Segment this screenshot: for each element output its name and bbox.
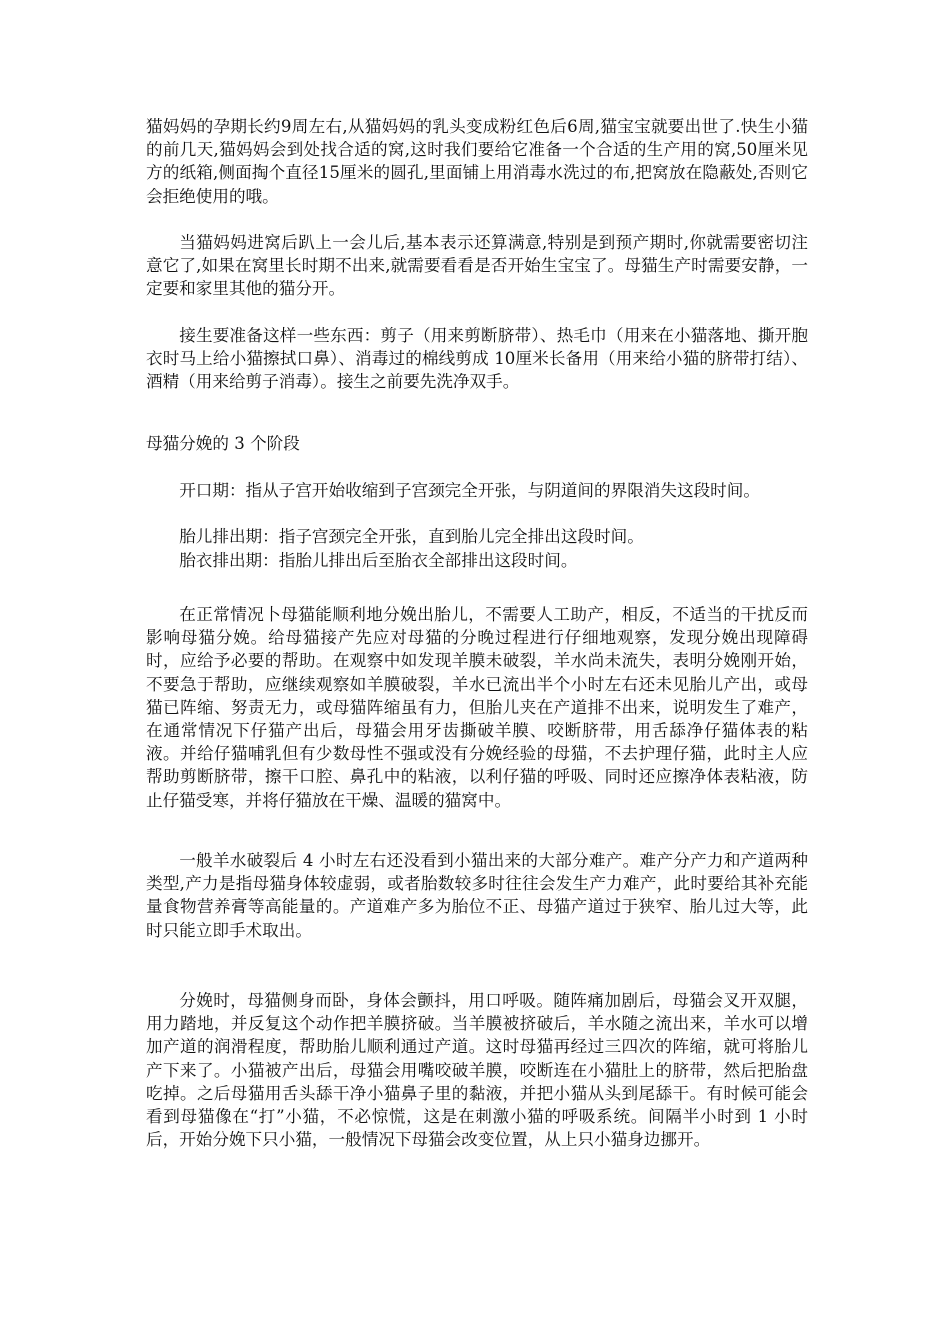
section-heading-three-stages: 母猫分娩的 3 个阶段 <box>146 434 300 453</box>
paragraph-birth-process: 分娩时，母猫侧身而卧，身体会颤抖，用口呼吸。随阵痛加剧后，母猫会叉开双腿，用力踏地，并反复这个动作把羊膜挤破。当羊膜被挤破后，羊水随之流出来，羊水可以增加产道的润滑程度，帮助胎儿顺利通过产道。这时母猫再经过三四次的阵缩，就可将胎儿产下来了。小猫被产出后，母猫会用嘴咬破羊膜，咬断连在小猫肚上的脐带，然后把胎盘吃掉。之后母猫用舌头舔干净小猫鼻子里的黏液，并把小猫从头到尾舔干。有时候可能会看到母猫像在“打”小猫，不必惊慌，这是在刺激小猫的呼吸系统。间隔半小时到 1 小时后，开始分娩下只小猫，一般情况下母猫会改变位置，从上只小猫身边挪开。 <box>146 991 808 1150</box>
paragraph-delivery-supplies: 接生要准备这样一些东西：剪子（用来剪断脐带）、热毛巾（用来在小猫落地、撕开胞衣时马上给小猫擦拭口鼻）、消毒过的棉线剪成 10厘米长备用（用来给小猫的脐带打结）、酒精（用来给剪子消毒）。接生之前要先洗净双手。 <box>146 326 808 392</box>
paragraph-normal-delivery: 在正常情况卜母猫能顺利地分娩出胎儿，不需要人工助产，相反，不适当的干扰反而影响母猫分娩。给母猫接产先应对母猫的分晚过程进行仔细地观察，发现分娩出现障碍时，应给予必要的帮助。在观察中如发现羊膜未破裂，羊水尚未流失，表明分娩刚开始，不要急于帮助，应继续观察如羊膜破裂，羊水已流出半个小时左右还未见胎儿产出，或母猫已阵缩、努责无力，或母猫阵缩虽有力，但胎儿夹在产道排不出来，说明发生了难产，在通常情况下仔猫产出后，母猫会用牙齿撕破羊膜、咬断脐带，用舌舔净仔猫体表的粘液。并给仔猫哺乳但有少数母性不强或没有分娩经验的母猫，不去护理仔猫，此时主人应帮助剪断脐带，擦干口腔、鼻孔中的粘液，以利仔猫的呼吸、同时还应擦净体表粘液，防止仔猫受寒，并将仔猫放在干燥、温暖的猫窝中。 <box>146 605 808 810</box>
stage-opening-period: 开口期：指从子宫开始收缩到子宫颈完全开张，与阴道间的界限消失这段时间。 <box>179 481 760 500</box>
stage-fetus-expulsion: 胎儿排出期：指子宫颈完全开张，直到胎儿完全排出这段时间。 <box>179 527 644 546</box>
paragraph-dystocia: 一般羊水破裂后 4 小时左右还没看到小猫出来的大部分难产。难产分产力和产道两种类型,产力是指母猫身体较虚弱，或者胎数较多时往往会发生产力难产，此时要给其补充能量食物营养膏等高能量的。产道难产多为胎位不正、母猫产道过于狭窄、胎儿过大等，此时只能立即手术取出。 <box>146 851 808 940</box>
paragraph-pregnancy-period: 猫妈妈的孕期长约9周左右,从猫妈妈的乳头变成粉红色后6周,猫宝宝就要出世了.快生小猫的前几天,猫妈妈会到处找合适的窝,这时我们要给它准备一个合适的生产用的窝,50厘米见方的纸箱,侧面掏个直径15厘米的圆孔,里面铺上用消毒水洗过的布,把窝放在隐蔽处,否则它会拒绝使用的哦。 <box>146 117 808 206</box>
paragraph-nest-observation: 当猫妈妈进窝后趴上一会儿后,基本表示还算满意,特别是到预产期时,你就需要密切注意它了,如果在窝里长时期不出来,就需要看看是否开始生宝宝了。母猫生产时需要安静，一定要和家里其他的猫分开。 <box>146 233 808 299</box>
stage-placenta-expulsion: 胎衣排出期：指胎儿排出后至胎衣全部排出这段时间。 <box>179 551 578 570</box>
